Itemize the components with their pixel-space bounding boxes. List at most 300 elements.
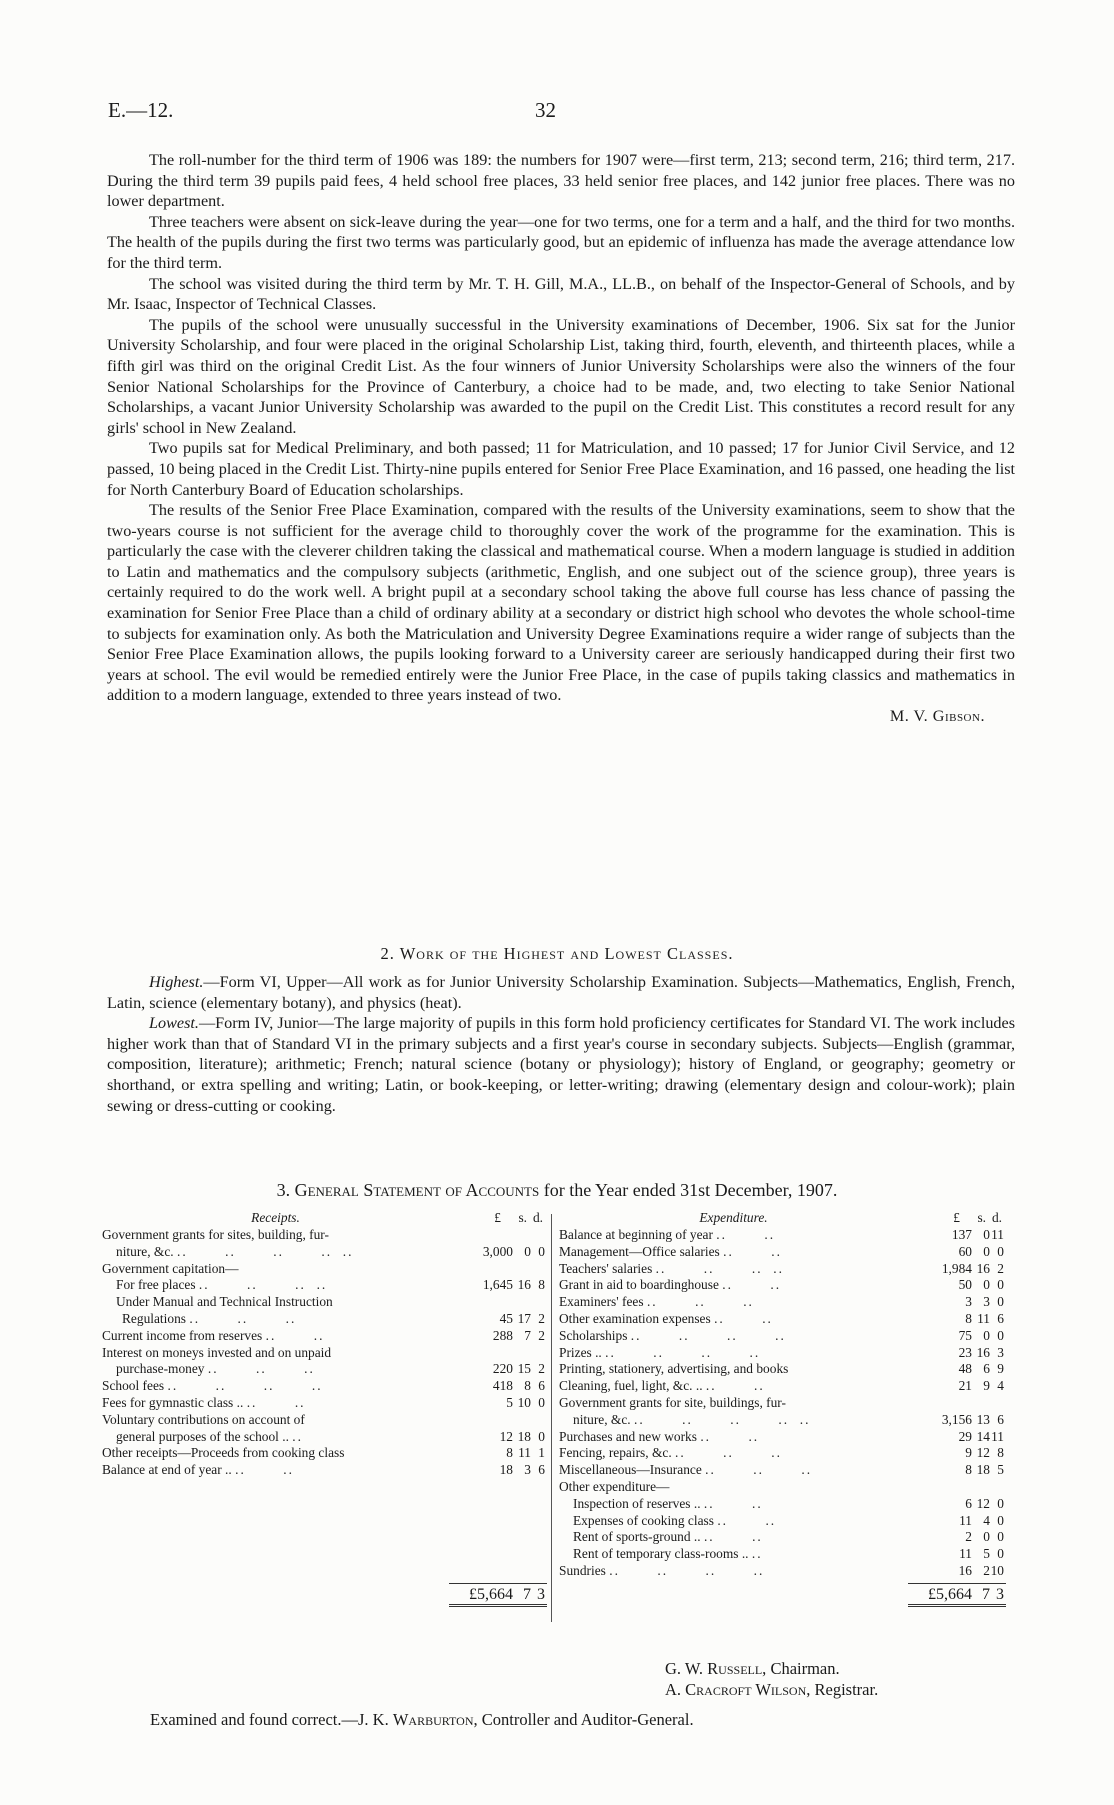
total-pounds: £5,664 [928, 1586, 972, 1603]
amount [449, 1395, 547, 1412]
item-text: Teachers' salaries [559, 1260, 653, 1276]
item-text: Other expenditure— [559, 1478, 670, 1494]
shillings-value: 0 [983, 1529, 990, 1545]
accounts-heading-suffix: for the Year ended 31st December, 1907. [543, 1180, 838, 1200]
shillings-value: 15 [517, 1361, 531, 1377]
leader-dots: .. .. [714, 1310, 773, 1326]
account-row [102, 1378, 547, 1395]
leader-dots: .. .. .. .. [198, 1277, 328, 1293]
pence-value: 2 [538, 1361, 545, 1377]
item-text: Fees for gymnastic class .. [102, 1394, 244, 1410]
amount [449, 1345, 547, 1362]
account-row [102, 1445, 547, 1462]
pence-value: 2 [997, 1260, 1004, 1276]
leader-dots: .. .. [703, 1529, 763, 1545]
pence-value: 0 [997, 1546, 1004, 1562]
classes-section [107, 972, 1015, 1116]
pence-value: 2 [538, 1327, 545, 1343]
account-row [559, 1277, 1006, 1294]
shillings-value: 11 [977, 1310, 990, 1326]
amount [908, 1462, 1006, 1479]
account-item-label [559, 1244, 782, 1261]
account-item-label [102, 1395, 306, 1412]
amount [908, 1479, 1006, 1496]
account-row [559, 1513, 1006, 1530]
account-item-label [102, 1261, 238, 1278]
expenditure-total [908, 1583, 1006, 1607]
amount [908, 1378, 1006, 1395]
pounds-value: 6 [965, 1495, 972, 1511]
shillings-value: 16 [976, 1344, 990, 1360]
signatory-chairman [665, 1658, 878, 1679]
account-item-label [559, 1261, 784, 1278]
item-text: Interest on moneys invested and on unpaid [102, 1344, 332, 1360]
item-text: Grant in aid to boardinghouse [559, 1277, 719, 1293]
amount [908, 1328, 1006, 1345]
pounds-value: 18 [499, 1462, 513, 1478]
item-text: Under Manual and Technical Instruction [116, 1294, 333, 1310]
account-row [559, 1445, 1006, 1462]
shillings-value: 5 [983, 1546, 990, 1562]
account-row [559, 1361, 1006, 1378]
account-row [559, 1328, 1006, 1345]
account-item-label [102, 1277, 327, 1294]
account-item-label [559, 1429, 759, 1446]
column-divider [551, 1214, 552, 1622]
pounds-value: 3,156 [941, 1411, 972, 1427]
account-row [102, 1311, 547, 1328]
item-text: Cleaning, fuel, light, &c. .. [559, 1378, 703, 1394]
amount [908, 1244, 1006, 1261]
shillings-value: 18 [517, 1428, 531, 1444]
paragraph: The results of the Senior Free Place Examination, compared with the results of the University examinations, seem to show that the two-years course is not sufficient for the average child to thoroughly cover the work of the programme for the examination. This is particularly the case with the cleverer children taking the classical and mathematical course. When a modern language is studied in addition to Latin and mathematics and the compulsory subjects (arithmetic, English, and one subject out of the science group), three years is certainly required to do the work well. A bright pupil at a secondary school taking the above full course has less chance of passing the examination for Senior Free Place than a child of ordinary ability at a secondary or district high school who devotes the whole school-time to subjects for examination only. As both the Matriculation and University Degree Examinations require a wider range of subjects than the Senior Free Place Examination allows, the pupils looking forward to a University career are seriously handicapped during their first two years at school. The evil would be remedied entirely were the Junior Free Place, in the case of pupils taking classics and mathematics in addition to a modern language, extended to three years instead of two. [107, 501, 1015, 705]
pence-value: 9 [997, 1361, 1004, 1377]
pence-value: 6 [538, 1462, 545, 1478]
pence-value: 0 [997, 1327, 1004, 1343]
signatory-name: G. W. Russell, [665, 1659, 767, 1678]
total-pence: 3 [537, 1586, 545, 1603]
receipts-title: Receipts. [251, 1210, 300, 1225]
account-item-label [102, 1311, 296, 1328]
leader-dots: .. .. .. [207, 1361, 315, 1377]
account-item-label [559, 1294, 754, 1311]
amount [908, 1345, 1006, 1362]
pounds-value: 9 [965, 1445, 972, 1461]
account-row [559, 1546, 1006, 1563]
shillings-value: 13 [976, 1411, 990, 1427]
leader-dots: .. .. .. [189, 1310, 297, 1326]
item-text: Prizes .. [559, 1344, 602, 1360]
item-text: general purposes of the school .. [116, 1428, 289, 1444]
pounds-value: 220 [492, 1361, 513, 1377]
receipts-table [102, 1210, 547, 1479]
account-row [102, 1361, 547, 1378]
leader-dots: .. .. .. .. [609, 1562, 765, 1578]
account-item-label [102, 1345, 331, 1362]
paragraph: The roll-number for the third term of 1906 was 189: the numbers for 1907 were—first term, 213; second term, 216; third term, 217. During the third term 39 pupils paid fees, 4 held school free places, 33 held senior free places, and 142 junior free places. There was no lower department. [107, 151, 1015, 211]
account-row [559, 1412, 1006, 1429]
receipts-header [102, 1210, 547, 1227]
total-shillings: 7 [523, 1586, 531, 1603]
signatories [665, 1658, 878, 1700]
item-text: Purchases and new works [559, 1428, 697, 1444]
account-item-label [559, 1328, 786, 1345]
account-item-label [102, 1378, 323, 1395]
item-text: Government capitation— [102, 1260, 239, 1276]
item-text: Miscellaneous—Insurance [559, 1462, 702, 1478]
signatory-role: Registrar. [814, 1680, 879, 1699]
account-row [559, 1311, 1006, 1328]
account-item-label [559, 1563, 764, 1580]
pence-header: d. [991, 1210, 1002, 1225]
leader-dots: .. .. [722, 1277, 782, 1293]
pence-value: 4 [997, 1378, 1004, 1394]
amount [908, 1361, 1006, 1378]
account-item-label [102, 1294, 333, 1311]
pounds-header: £ [494, 1210, 501, 1225]
amount [449, 1294, 547, 1311]
pounds-value: 2 [965, 1529, 972, 1545]
item-text: Rent of sports-ground .. [573, 1529, 701, 1545]
item-text: Other examination expenses [559, 1310, 711, 1326]
account-row [102, 1462, 547, 1479]
document-code: E.—12. [108, 98, 174, 122]
leader-dots: .. .. .. .. [167, 1378, 323, 1394]
audit-statement [150, 1710, 694, 1730]
account-row [559, 1563, 1006, 1580]
pence-value: 0 [997, 1243, 1004, 1259]
pence-value: 3 [997, 1344, 1004, 1360]
item-text: Examiners' fees [559, 1294, 644, 1310]
pence-value: 10 [990, 1562, 1004, 1578]
pounds-value: 137 [951, 1227, 972, 1242]
account-row [102, 1277, 547, 1294]
shillings-header: s. [518, 1210, 527, 1225]
pence-value: 0 [997, 1512, 1004, 1528]
leader-dots: .. .. [265, 1327, 325, 1343]
highest-label: Highest. [149, 973, 204, 991]
item-text: Current income from reserves [102, 1327, 263, 1343]
amount [908, 1429, 1006, 1446]
item-text: Sundries [559, 1562, 606, 1578]
shillings-value: 14 [976, 1428, 990, 1444]
pounds-value: 5 [506, 1394, 513, 1410]
amount [908, 1496, 1006, 1513]
shillings-value: 0 [983, 1277, 990, 1293]
item-text: Other receipts—Proceeds from cooking class [102, 1445, 345, 1461]
account-row [102, 1244, 547, 1261]
account-item-label [559, 1445, 782, 1462]
receipts-total [449, 1583, 547, 1607]
shillings-value: 16 [976, 1260, 990, 1276]
pence-value: 6 [997, 1411, 1004, 1427]
amount [908, 1546, 1006, 1563]
item-text: Expenses of cooking class [573, 1512, 714, 1528]
account-row [559, 1378, 1006, 1395]
pounds-header: £ [953, 1210, 960, 1225]
pounds-value: 3 [965, 1294, 972, 1310]
shillings-value: 9 [983, 1378, 990, 1394]
account-item-label [102, 1244, 353, 1261]
leader-dots: .. .. .. .. [630, 1327, 786, 1343]
amount [449, 1244, 547, 1261]
lowest-text: —Form IV, Junior—The large majority of pupils in this form hold proficiency certificates for Standard VI. The work includes higher work than that of Standard VI in the primary subjects and a first year's course in secondary subjects. Subjects—English (grammar, composition, literature); arithmetic; French; natural science (botany or physiology); history of England, or geography; geometry or shorthand, or extra spelling and writing; Latin, or book-keeping, or letter-writing; drawing (elementary design and colour-work); plain sewing or dress-cutting or cooking. [107, 1014, 1015, 1115]
account-row [559, 1345, 1006, 1362]
shillings-value: 0 [983, 1227, 990, 1242]
account-row [102, 1328, 547, 1345]
shillings-value: 0 [983, 1243, 990, 1259]
item-text: Inspection of reserves .. [573, 1495, 701, 1511]
report-section [107, 150, 1015, 727]
signatory-role: Chairman. [770, 1659, 840, 1678]
pounds-value: 16 [958, 1562, 972, 1578]
account-item-label [559, 1479, 669, 1496]
account-item-label [559, 1227, 775, 1244]
account-row [102, 1395, 547, 1412]
amount [449, 1328, 547, 1345]
pence-value: 0 [538, 1428, 545, 1444]
auditor-name: Warburton, [392, 1710, 478, 1729]
report-signature: M. V. Gibson. [889, 707, 985, 726]
leader-dots: .. .. [717, 1512, 777, 1528]
amount [449, 1429, 547, 1446]
pence-value: 0 [997, 1277, 1004, 1293]
page-number: 32 [535, 98, 556, 122]
pounds-value: 1,984 [941, 1260, 972, 1276]
account-item-label [102, 1429, 303, 1446]
item-text: Scholarships [559, 1327, 628, 1343]
account-item-label [559, 1345, 760, 1362]
pence-value: 8 [538, 1277, 545, 1293]
leader-dots: .. .. .. .. [655, 1260, 784, 1276]
total-shillings: 7 [982, 1586, 990, 1603]
leader-dots: .. .. .. .. .. [177, 1243, 354, 1259]
leader-dots: .. .. .. [646, 1294, 754, 1310]
pence-value: 11 [991, 1428, 1004, 1444]
lowest-label: Lowest. [149, 1014, 199, 1033]
account-row [102, 1429, 547, 1446]
account-item-label [559, 1311, 773, 1328]
pounds-value: 3,000 [482, 1243, 513, 1259]
account-item-label [102, 1227, 329, 1244]
account-row [559, 1462, 1006, 1479]
pence-value: 0 [538, 1394, 545, 1410]
account-item-label [102, 1445, 344, 1462]
shillings-value: 11 [518, 1445, 531, 1461]
pence-value: 6 [997, 1310, 1004, 1326]
pounds-value: 11 [959, 1546, 972, 1562]
shillings-value: 10 [517, 1394, 531, 1410]
amount [449, 1412, 547, 1429]
amount [449, 1227, 547, 1244]
shillings-value: 18 [976, 1462, 990, 1478]
amount [908, 1294, 1006, 1311]
amount [908, 1513, 1006, 1530]
signatory-name: A. Cracroft Wilson, [665, 1680, 811, 1699]
amount [908, 1529, 1006, 1546]
amount [449, 1261, 547, 1278]
account-item-label [559, 1395, 786, 1412]
amount [908, 1412, 1006, 1429]
leader-dots: .. .. .. .. .. [634, 1411, 811, 1427]
expenditure-header [559, 1210, 1006, 1227]
account-row [559, 1496, 1006, 1513]
pence-value: 5 [997, 1462, 1004, 1478]
shillings-value: 0 [983, 1327, 990, 1343]
amount [908, 1311, 1006, 1328]
pounds-value: 11 [959, 1512, 972, 1528]
accounts-heading [0, 1180, 1114, 1201]
pounds-value: 45 [499, 1310, 513, 1326]
item-text: Management—Office salaries [559, 1243, 720, 1259]
item-text: Government grants for site, buildings, fur- [559, 1394, 786, 1410]
pence-value: 11 [991, 1227, 1004, 1242]
amount [908, 1227, 1006, 1244]
expenditure-table [559, 1210, 1006, 1580]
pounds-value: 12 [499, 1428, 513, 1444]
pounds-value: 50 [958, 1277, 972, 1293]
total-pence: 3 [996, 1586, 1004, 1603]
item-text: Fencing, repairs, &c. [559, 1445, 672, 1461]
account-item-label [559, 1462, 812, 1479]
shillings-value: 0 [524, 1243, 531, 1259]
account-row [102, 1294, 547, 1311]
paragraph: Two pupils sat for Medical Preliminary, and both passed; 11 for Matriculation, and 10 passed; 17 for Junior Civil Service, and 12 passed, 10 being placed in the Credit List. Thirty-nine pupils entered for Senior Free Place Examination, and 16 passed, one heading the list for North Canterbury Board of Education scholarships. [107, 439, 1015, 499]
leader-dots: .. .. [705, 1378, 765, 1394]
pounds-value: 29 [958, 1428, 972, 1444]
item-text: Printing, stationery, advertising, and books [559, 1361, 789, 1377]
shillings-header: s. [977, 1210, 986, 1225]
account-row [559, 1244, 1006, 1261]
leader-dots: .. .. [703, 1495, 763, 1511]
pence-value: 0 [997, 1294, 1004, 1310]
account-item-label [559, 1277, 781, 1294]
account-item-label [559, 1378, 765, 1395]
account-item-label [102, 1361, 315, 1378]
pounds-value: 60 [958, 1243, 972, 1259]
item-text: Regulations [122, 1310, 186, 1326]
shillings-value: 6 [983, 1361, 990, 1377]
lowest-class-paragraph [107, 1013, 1015, 1116]
signatory-registrar [665, 1679, 878, 1700]
leader-dots: .. .. [700, 1428, 760, 1444]
account-item-label [559, 1513, 776, 1530]
account-row [102, 1345, 547, 1362]
highest-class-paragraph [107, 972, 1015, 1013]
amount [908, 1395, 1006, 1412]
account-item-label [559, 1361, 788, 1378]
expenditure-rows [559, 1227, 1006, 1580]
item-text: Government grants for sites, building, fur- [102, 1227, 329, 1242]
shillings-value: 8 [524, 1378, 531, 1394]
shillings-value: 16 [517, 1277, 531, 1293]
account-item-label [102, 1462, 294, 1479]
paragraph: The pupils of the school were unusually successful in the University examinations of December, 1906. Six sat for the Junior University Scholarship, and four were placed in the original Scholarship List, taking third, fourth, eleventh, and thirteenth places, while a fifth girl was third on the original Credit List. As the four winners of Junior University Scholarships were also the winners of the four Senior National Scholarships for the Province of Canterbury, a choice had to be made, and, two electing to take Senior National Scholarships, a vacant Junior University Scholarship was awarded to the pupil on the Credit List. This constitutes a record result for any girls' school in New Zealand. [107, 315, 1015, 437]
pounds-value: 1,645 [482, 1277, 513, 1293]
pounds-value: 23 [958, 1344, 972, 1360]
leader-dots: .. .. [716, 1227, 776, 1242]
pounds-value: 8 [506, 1445, 513, 1461]
pence-value: 2 [538, 1310, 545, 1326]
leader-dots: .. .. [235, 1462, 294, 1478]
amount [908, 1261, 1006, 1278]
pounds-value: 21 [958, 1378, 972, 1394]
item-text: School fees [102, 1378, 165, 1394]
auditor-role: Controller and Auditor-General. [481, 1710, 694, 1729]
shillings-value: 12 [976, 1495, 990, 1511]
paragraph: Three teachers were absent on sick-leave during the year—one for two terms, one for a term and a half, and the third for two months. The health of the pupils during the first two terms was particularly good, but an epidemic of influenza has made the average attendance low for the third term. [107, 212, 1015, 272]
account-item-label [559, 1546, 763, 1563]
account-row [559, 1261, 1006, 1278]
accounts-heading-prefix: 3. General Statement of Accounts [276, 1180, 540, 1200]
account-row [559, 1395, 1006, 1412]
item-text: Rent of temporary class-rooms .. [573, 1546, 749, 1562]
amount [908, 1563, 1006, 1580]
leader-dots: .. .. .. .. [605, 1344, 761, 1360]
pounds-value: 75 [958, 1327, 972, 1343]
leader-dots: .. .. [246, 1394, 306, 1410]
account-row [559, 1294, 1006, 1311]
account-row [102, 1412, 547, 1429]
pence-value: 8 [997, 1445, 1004, 1461]
leader-dots: .. .. [723, 1243, 782, 1259]
pounds-value: 48 [958, 1361, 972, 1377]
account-item-label [102, 1412, 305, 1429]
receipts-rows [102, 1227, 547, 1479]
account-item-label [559, 1496, 763, 1513]
shillings-value: 2 [983, 1562, 990, 1578]
account-row [559, 1529, 1006, 1546]
shillings-value: 3 [983, 1294, 990, 1310]
account-row [559, 1227, 1006, 1244]
leader-dots: .. [751, 1546, 763, 1562]
pence-value: 1 [538, 1445, 545, 1461]
paragraph: The school was visited during the third term by Mr. T. H. Gill, M.A., LL.B., on behalf of the Inspector-General of Schools, and by Mr. Isaac, Inspector of Technical Classes. [107, 274, 1015, 314]
account-item-label [559, 1412, 810, 1429]
pounds-value: 418 [492, 1378, 513, 1394]
audit-prefix: Examined and found correct.—J. K. [150, 1710, 389, 1729]
account-item-label [102, 1328, 324, 1345]
pence-value: 0 [997, 1495, 1004, 1511]
pounds-value: 288 [492, 1327, 513, 1343]
section-heading: 2. Work of the Highest and Lowest Classes. [380, 944, 734, 963]
item-text: niture, &c. [116, 1243, 174, 1259]
account-row [102, 1227, 547, 1244]
item-text: Balance at beginning of year [559, 1227, 713, 1242]
amount [449, 1311, 547, 1328]
item-text: purchase-money [116, 1361, 205, 1377]
amount [449, 1445, 547, 1462]
item-text: Balance at end of year .. [102, 1462, 232, 1478]
total-pounds: £5,664 [469, 1586, 513, 1603]
pounds-value: 8 [965, 1310, 972, 1326]
highest-text: —Form VI, Upper—All work as for Junior University Scholarship Examination. Subjects—Mathematics, English, French, Latin, science (elementary botany), and physics (heat). [107, 973, 1015, 1012]
account-row [559, 1479, 1006, 1496]
leader-dots: .. .. .. [675, 1445, 782, 1461]
account-item-label [559, 1529, 763, 1546]
amount [449, 1277, 547, 1294]
item-text: niture, &c. [573, 1411, 631, 1427]
amount [449, 1361, 547, 1378]
leader-dots: .. [292, 1428, 303, 1444]
amount [908, 1445, 1006, 1462]
pounds-value: 8 [965, 1462, 972, 1478]
shillings-value: 12 [976, 1445, 990, 1461]
pence-header: d. [532, 1210, 543, 1225]
amount [449, 1462, 547, 1479]
shillings-value: 7 [524, 1327, 531, 1343]
shillings-value: 3 [524, 1462, 531, 1478]
